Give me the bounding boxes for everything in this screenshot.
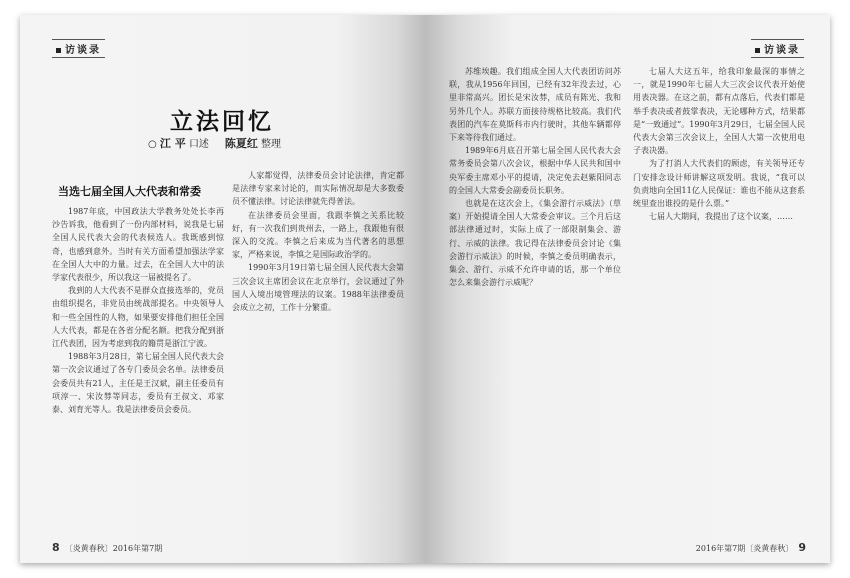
magazine-spread (20, 15, 830, 563)
body-paragraph: 1990年3月19日第七届全国人民代表大会第三次会议主席团会议在北京举行，会议通过了外国人入境出境管理法的议案。1988年法律委员会成立之初，工作十分繁重。 (232, 263, 404, 313)
recorder-name: 陈夏红 (224, 137, 258, 150)
body-paragraph: 我到的人大代表不是群众直接选举的，党员由组织提名，非党员由统战部提名。中央领导人和一些全国性的人物，如果要安排他们担任全国人大代表，都是在各省分配名额。把我分配到浙江代表团，因为考虑到我的籍贯是浙江宁波。 (52, 286, 224, 349)
right-page (425, 15, 830, 563)
text-column-4 (633, 65, 805, 525)
body-paragraph: 1989年6月底召开第七届全国人民代表大会常务委员会第八次会议，根据中华人民共和国中央军委主席邓小平的提请，决定免去赵紫阳同志的全国人大常委会副委员长职务。 (449, 146, 621, 195)
page-number: 8 (52, 541, 60, 554)
body-paragraph: 也就是在这次会上，《集会游行示威法》（草案）开始提请全国人大常委会审议。三个月后这部法律通过时，实际上成了一部限制集会、游行、示威的法律。我记得在法律委员会讨论《集会游行示威法》的时候，李慎之委员明确表示，集会、游行、示威不允许申请的话，那一个单位怎么来集会游行示威呢？ (449, 199, 621, 288)
page-footer-left (52, 541, 162, 554)
text-column-1 (52, 205, 224, 525)
text-column-3 (449, 65, 621, 525)
text-column-2 (232, 169, 404, 525)
column-tag: 访谈录 (52, 39, 105, 58)
left-page (20, 15, 425, 563)
recorder-role: 整理 (261, 139, 282, 150)
body-paragraph: 在法律委员会里面，我跟李慎之关系比较好，有一次我们到贵州去，一路上，我跟他有很深入的交流。李慎之后来成为当代著名的思想家，严格来说，李慎之是国际政治学的。 (232, 210, 404, 260)
body-paragraph: 为了打消人大代表们的顾虑，有关领导还专门安排念设计师讲解这项发明。我说，“我可以负责地向全国11亿人民保证：谁也不能从这套系统里查出谁投的是什么票。” (633, 159, 805, 209)
narrator-name: 江 平 (159, 137, 186, 150)
page-number: 9 (798, 541, 806, 554)
column-tag: 访谈录 (751, 39, 804, 58)
body-paragraph: 七届人大这五年，给我印象最深的事情之一，就是1990年七届人大三次会议代表开始使用表决器。在这之前，都有点落后，代表们都是举手表决或者鼓掌表决，无论哪种方式，结果都是“一致通过”。1990年3月29日，七届全国人民代表大会第三次会议上，全国人大第一次使用电子表决器。 (633, 67, 805, 156)
journal-info: 〔炎黄春秋〕2016年第7期 (64, 544, 163, 553)
section-heading: 当选七届全国人大代表和常委 (58, 185, 201, 198)
body-paragraph: 苏维埃趣。我们组成全国人大代表团访问苏联，我从1956年回国，已经有32年没去过，心里非常高兴。团长是宋汝棼，成员有陈光、我和另外几个人。苏联方面接待规格比较高。我们代表团的汽车在莫斯科市内行驶时，其他车辆都停下来等待我们通过。 (449, 67, 621, 143)
square-bullet-icon (56, 48, 61, 53)
body-paragraph: 1988年3月28日，第七届全国人民代表大会第一次会议通过了各专门委员会名单。法律委员会委员共有21人，主任是王汉斌，副主任委员有项淳一、宋汝棼等同志，委员有王叔文、邓家泰、刘育光等人。我是法律委员会委员。 (52, 352, 224, 415)
square-bullet-icon (755, 48, 760, 53)
body-paragraph: 1987年底，中国政法大学教务处处长李再沙告诉我，他看到了一份内部材料，说我是七届全国人民代表大会的代表候选人。我既感到惊奇，也感到意外。当时有关方面希望加强法学家在全国人大中的力量。过去，在全国人大中的法学家代表很少，所以我这一届被提名了。 (52, 207, 224, 283)
body-paragraph: 人家都觉得，法律委员会讨论法律，肯定都是法律专家来讨论的，而实际情况却是大多数委员不懂法律。讨论法律就先得普法。 (232, 171, 404, 207)
narrator-role: 口述 (188, 139, 209, 150)
article-title: 立法回忆 (170, 108, 274, 135)
journal-info: 2016年第7期〔炎黄春秋〕 (695, 544, 794, 553)
page-footer-right (696, 541, 806, 554)
body-paragraph: 七届人大期间，我提出了这个议案，…… (649, 212, 793, 222)
byline: ○ 江 平 口述 陈夏红 整理 (148, 137, 282, 150)
